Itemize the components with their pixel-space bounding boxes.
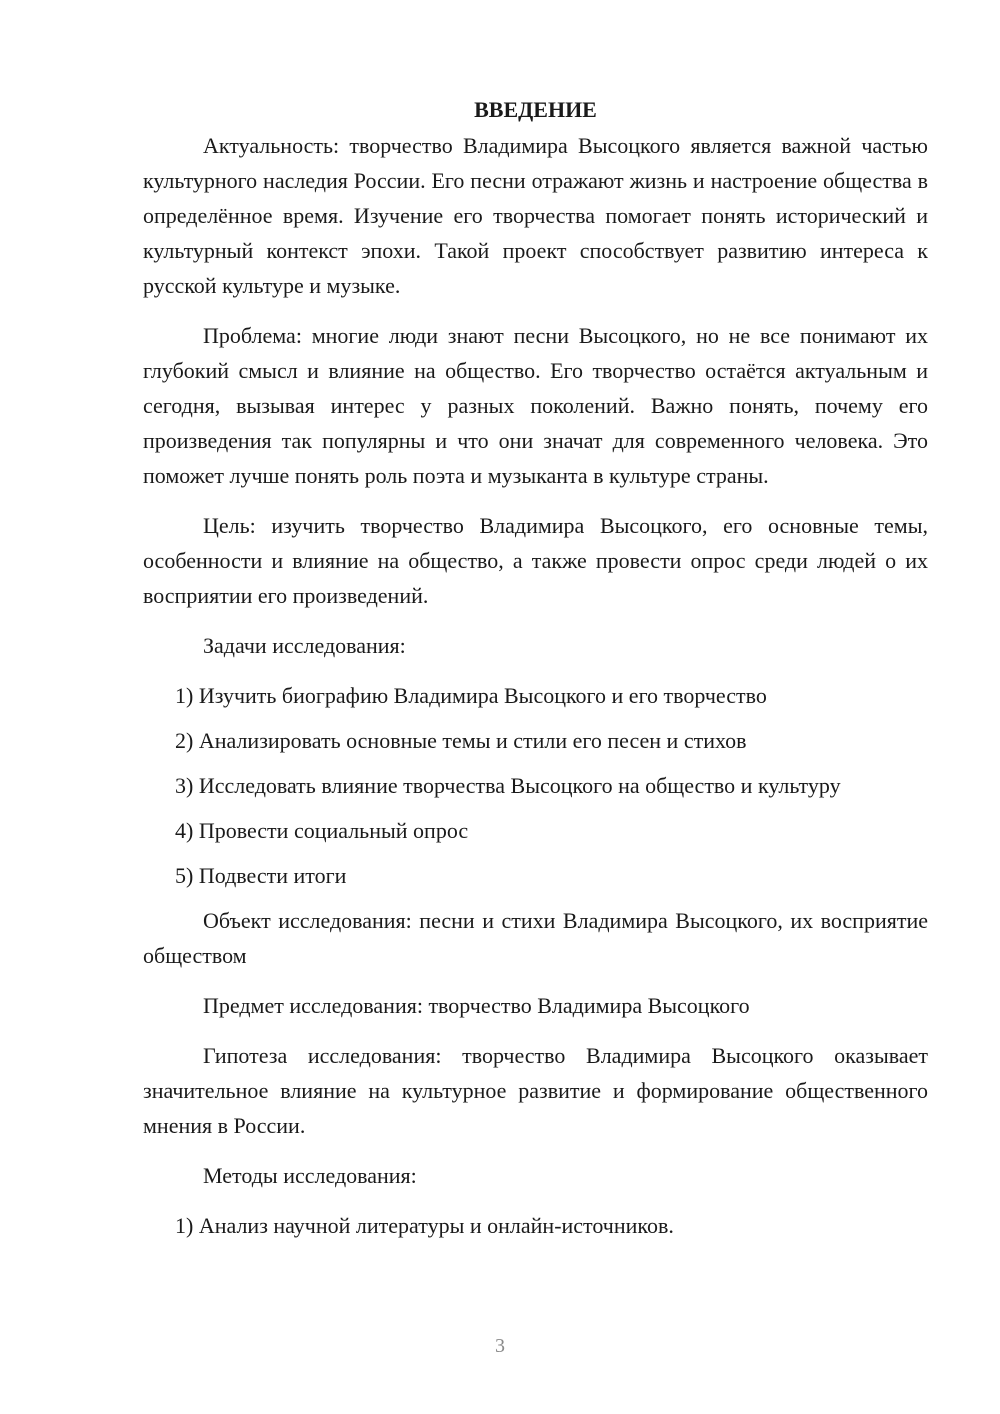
tasks-heading: Задачи исследования: — [203, 633, 406, 658]
task-item: 4) Провести социальный опрос — [175, 818, 469, 843]
task-item: 5) Подвести итоги — [175, 863, 347, 888]
methods-heading: Методы исследования: — [203, 1163, 417, 1188]
page-title: ВВЕДЕНИЕ — [474, 97, 597, 122]
task-item: 2) Анализировать основные темы и стили его песен и стихов — [175, 728, 747, 753]
document-page — [143, 92, 928, 1253]
task-item: 3) Исследовать влияние творчества Высоцкого на общество и культуру — [175, 773, 841, 798]
paragraph-problem: Проблема: многие люди знают песни Высоцкого, но не все понимают их глубокий смысл и влияние на общество. Его творчество остаётся актуальным и сегодня, вызывая интерес у разных поколений. Важно понять, почему его произведения так популярны и что они значат для современного человека. Это поможет лучше понять роль поэта и музыканта в культуре страны. — [143, 323, 928, 488]
paragraph-object: Объект исследования: песни и стихи Владимира Высоцкого, их восприятие обществом — [143, 908, 928, 968]
method-item: 1) Анализ научной литературы и онлайн-источников. — [175, 1213, 674, 1238]
page-number: 3 — [495, 1335, 505, 1357]
task-item: 1) Изучить биографию Владимира Высоцкого и его творчество — [175, 683, 767, 708]
paragraph-goal: Цель: изучить творчество Владимира Высоцкого, его основные темы, особенности и влияние на общество, а также провести опрос среди людей о их восприятии его произведений. — [143, 513, 928, 608]
paragraph-relevance: Актуальность: творчество Владимира Высоцкого является важной частью культурного наследия России. Его песни отражают жизнь и настроение общества в определённое время. Изучение его творчества помогает понять исторический и культурный контекст эпохи. Такой проект способствует развитию интереса к русской культуре и музыке. — [143, 133, 928, 298]
paragraph-hypothesis: Гипотеза исследования: творчество Владимира Высоцкого оказывает значительное влияние на культурное развитие и формирование общественного мнения в России. — [143, 1043, 928, 1138]
paragraph-subject: Предмет исследования: творчество Владимира Высоцкого — [203, 993, 750, 1018]
